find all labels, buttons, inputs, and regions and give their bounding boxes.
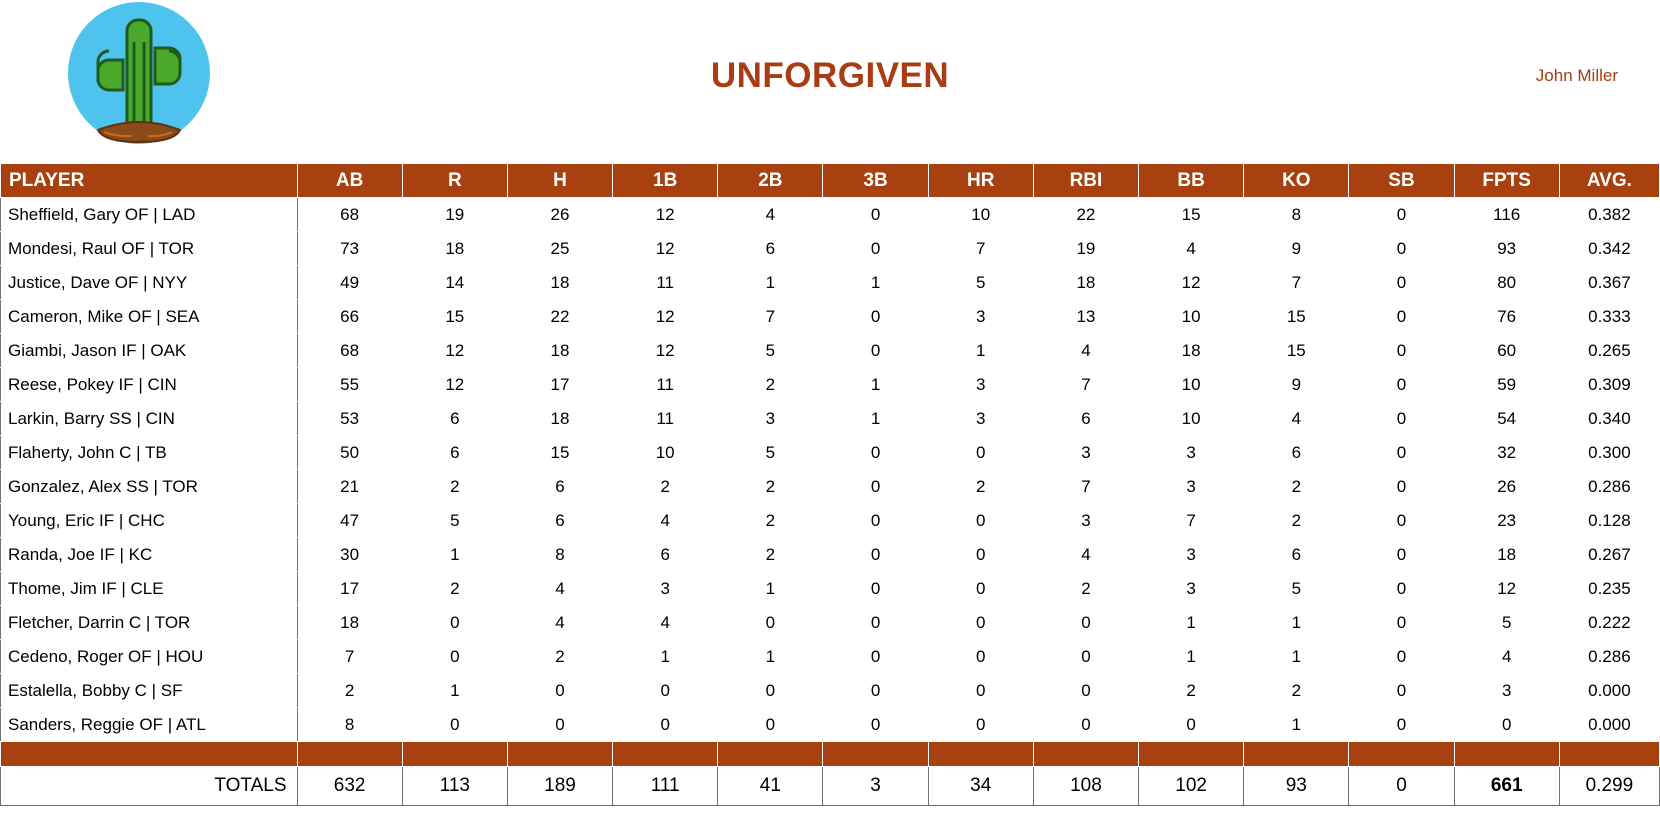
cell-player: Sanders, Reggie OF | ATL xyxy=(1,708,298,742)
cell-hr: 5 xyxy=(928,266,1033,300)
cell-avg: 0.265 xyxy=(1559,334,1659,368)
column-header-bb[interactable]: BB xyxy=(1139,164,1244,198)
cell-ab: 55 xyxy=(297,368,402,402)
cell-avg: 0.300 xyxy=(1559,436,1659,470)
separator-cell xyxy=(1559,742,1659,767)
cell-fpts: 93 xyxy=(1454,232,1559,266)
cell-r: 12 xyxy=(402,368,507,402)
cell-ko: 9 xyxy=(1244,368,1349,402)
totals-row xyxy=(1,767,1660,806)
cell-3b: 0 xyxy=(823,674,928,708)
separator-cell xyxy=(613,742,718,767)
separator-cell xyxy=(928,742,1033,767)
cell-2b: 0 xyxy=(718,674,823,708)
cell-rbi: 18 xyxy=(1033,266,1138,300)
cell-h: 4 xyxy=(507,606,612,640)
cell-h: 0 xyxy=(507,708,612,742)
table-row[interactable] xyxy=(1,572,1660,606)
separator-cell xyxy=(1349,742,1454,767)
separator-cell xyxy=(718,742,823,767)
cell-sb: 0 xyxy=(1349,504,1454,538)
column-header-fpts[interactable]: FPTS xyxy=(1454,164,1559,198)
cell-rbi: 7 xyxy=(1033,368,1138,402)
separator-cell xyxy=(1033,742,1138,767)
cell-h: 2 xyxy=(507,640,612,674)
cell-ko: 1 xyxy=(1244,606,1349,640)
cell-1b: 4 xyxy=(613,504,718,538)
cell-sb: 0 xyxy=(1349,266,1454,300)
cell-sb: 0 xyxy=(1349,640,1454,674)
column-header-ab[interactable]: AB xyxy=(297,164,402,198)
cell-3b: 0 xyxy=(823,640,928,674)
cell-3b: 0 xyxy=(823,504,928,538)
cell-h: 0 xyxy=(507,674,612,708)
cell-bb: 2 xyxy=(1139,674,1244,708)
cell-player: Estalella, Bobby C | SF xyxy=(1,674,298,708)
cell-avg: 0.333 xyxy=(1559,300,1659,334)
cell-2b: 1 xyxy=(718,266,823,300)
column-header-player[interactable]: PLAYER xyxy=(1,164,298,198)
cell-ko: 15 xyxy=(1244,334,1349,368)
cell-1b: 12 xyxy=(613,334,718,368)
cell-h: 6 xyxy=(507,504,612,538)
cell-3b: 0 xyxy=(823,436,928,470)
cell-h: 18 xyxy=(507,266,612,300)
cell-hr: 10 xyxy=(928,198,1033,232)
cell-h: 8 xyxy=(507,538,612,572)
cell-avg: 0.340 xyxy=(1559,402,1659,436)
cell-3b: 0 xyxy=(823,334,928,368)
cell-bb: 3 xyxy=(1139,470,1244,504)
cell-fpts: 0 xyxy=(1454,708,1559,742)
cell-r: 2 xyxy=(402,470,507,504)
team-owner-label: John Miller xyxy=(1535,66,1618,85)
cell-ko: 2 xyxy=(1244,504,1349,538)
cell-ab: 8 xyxy=(297,708,402,742)
separator-cell xyxy=(1139,742,1244,767)
cell-h: 25 xyxy=(507,232,612,266)
cell-fpts: 23 xyxy=(1454,504,1559,538)
cell-2b: 4 xyxy=(718,198,823,232)
separator-cell xyxy=(823,742,928,767)
cell-sb: 0 xyxy=(1349,708,1454,742)
cell-bb: 7 xyxy=(1139,504,1244,538)
column-header-r[interactable]: R xyxy=(402,164,507,198)
totals-r: 113 xyxy=(402,767,507,806)
cell-bb: 3 xyxy=(1139,436,1244,470)
cell-3b: 0 xyxy=(823,470,928,504)
table-header-row xyxy=(1,164,1660,198)
cell-ab: 68 xyxy=(297,334,402,368)
cell-avg: 0.000 xyxy=(1559,708,1659,742)
cell-rbi: 22 xyxy=(1033,198,1138,232)
cell-hr: 0 xyxy=(928,674,1033,708)
cell-r: 6 xyxy=(402,436,507,470)
cell-player: Mondesi, Raul OF | TOR xyxy=(1,232,298,266)
cell-bb: 10 xyxy=(1139,300,1244,334)
cell-2b: 1 xyxy=(718,572,823,606)
column-header-3b[interactable]: 3B xyxy=(823,164,928,198)
cell-r: 15 xyxy=(402,300,507,334)
cell-r: 0 xyxy=(402,606,507,640)
cell-ab: 21 xyxy=(297,470,402,504)
cell-sb: 0 xyxy=(1349,368,1454,402)
separator-cell xyxy=(297,742,402,767)
cell-rbi: 4 xyxy=(1033,538,1138,572)
cell-2b: 5 xyxy=(718,334,823,368)
cell-3b: 0 xyxy=(823,606,928,640)
cell-rbi: 3 xyxy=(1033,436,1138,470)
page-title: UNFORGIVEN xyxy=(710,56,950,95)
cell-fpts: 32 xyxy=(1454,436,1559,470)
cell-h: 18 xyxy=(507,334,612,368)
cell-ko: 1 xyxy=(1244,640,1349,674)
table-row[interactable] xyxy=(1,708,1660,742)
cell-2b: 6 xyxy=(718,232,823,266)
cell-bb: 3 xyxy=(1139,572,1244,606)
cell-ab: 2 xyxy=(297,674,402,708)
totals-sb: 0 xyxy=(1349,767,1454,806)
cell-h: 6 xyxy=(507,470,612,504)
cell-fpts: 80 xyxy=(1454,266,1559,300)
cell-r: 18 xyxy=(402,232,507,266)
cell-bb: 4 xyxy=(1139,232,1244,266)
table-row[interactable] xyxy=(1,266,1660,300)
cell-hr: 0 xyxy=(928,606,1033,640)
totals-fpts: 661 xyxy=(1454,767,1559,806)
table-row[interactable] xyxy=(1,402,1660,436)
separator-row xyxy=(1,742,1660,767)
cell-fpts: 59 xyxy=(1454,368,1559,402)
cell-bb: 18 xyxy=(1139,334,1244,368)
cell-ab: 7 xyxy=(297,640,402,674)
cell-ko: 2 xyxy=(1244,674,1349,708)
table-row[interactable] xyxy=(1,300,1660,334)
cell-r: 5 xyxy=(402,504,507,538)
cell-player: Thome, Jim IF | CLE xyxy=(1,572,298,606)
cell-2b: 1 xyxy=(718,640,823,674)
totals-3b: 3 xyxy=(823,767,928,806)
cell-r: 14 xyxy=(402,266,507,300)
cell-sb: 0 xyxy=(1349,572,1454,606)
cell-player: Gonzalez, Alex SS | TOR xyxy=(1,470,298,504)
cell-h: 26 xyxy=(507,198,612,232)
cell-hr: 2 xyxy=(928,470,1033,504)
cell-rbi: 13 xyxy=(1033,300,1138,334)
cell-player: Larkin, Barry SS | CIN xyxy=(1,402,298,436)
column-header-avg[interactable]: AVG. xyxy=(1559,164,1659,198)
cell-hr: 3 xyxy=(928,368,1033,402)
cell-bb: 1 xyxy=(1139,640,1244,674)
cell-1b: 11 xyxy=(613,402,718,436)
cell-1b: 3 xyxy=(613,572,718,606)
cell-hr: 3 xyxy=(928,402,1033,436)
cell-avg: 0.367 xyxy=(1559,266,1659,300)
cell-rbi: 4 xyxy=(1033,334,1138,368)
cell-player: Flaherty, John C | TB xyxy=(1,436,298,470)
cell-player: Cameron, Mike OF | SEA xyxy=(1,300,298,334)
column-header-h[interactable]: H xyxy=(507,164,612,198)
cell-ko: 2 xyxy=(1244,470,1349,504)
cell-hr: 0 xyxy=(928,436,1033,470)
separator-cell xyxy=(1,742,298,767)
cell-hr: 7 xyxy=(928,232,1033,266)
cell-h: 17 xyxy=(507,368,612,402)
cell-player: Cedeno, Roger OF | HOU xyxy=(1,640,298,674)
cell-ab: 50 xyxy=(297,436,402,470)
cell-ab: 53 xyxy=(297,402,402,436)
cell-r: 1 xyxy=(402,538,507,572)
cell-1b: 0 xyxy=(613,708,718,742)
totals-1b: 111 xyxy=(613,767,718,806)
cell-r: 0 xyxy=(402,640,507,674)
cell-sb: 0 xyxy=(1349,300,1454,334)
cell-ab: 18 xyxy=(297,606,402,640)
cell-bb: 0 xyxy=(1139,708,1244,742)
table-row[interactable] xyxy=(1,470,1660,504)
cell-fpts: 18 xyxy=(1454,538,1559,572)
column-header-sb[interactable]: SB xyxy=(1349,164,1454,198)
cell-ko: 6 xyxy=(1244,538,1349,572)
cell-avg: 0.000 xyxy=(1559,674,1659,708)
cell-fpts: 4 xyxy=(1454,640,1559,674)
cell-ko: 6 xyxy=(1244,436,1349,470)
cell-sb: 0 xyxy=(1349,198,1454,232)
cell-fpts: 60 xyxy=(1454,334,1559,368)
table-body xyxy=(1,198,1660,806)
cell-3b: 1 xyxy=(823,402,928,436)
cell-ab: 30 xyxy=(297,538,402,572)
cell-fpts: 5 xyxy=(1454,606,1559,640)
cell-player: Sheffield, Gary OF | LAD xyxy=(1,198,298,232)
cell-sb: 0 xyxy=(1349,334,1454,368)
cell-rbi: 19 xyxy=(1033,232,1138,266)
cell-player: Young, Eric IF | CHC xyxy=(1,504,298,538)
cell-ab: 49 xyxy=(297,266,402,300)
cell-rbi: 2 xyxy=(1033,572,1138,606)
cell-ko: 8 xyxy=(1244,198,1349,232)
table-row[interactable] xyxy=(1,674,1660,708)
cell-3b: 1 xyxy=(823,266,928,300)
table-row[interactable] xyxy=(1,232,1660,266)
cell-hr: 1 xyxy=(928,334,1033,368)
cell-fpts: 116 xyxy=(1454,198,1559,232)
cell-1b: 11 xyxy=(613,368,718,402)
cell-h: 15 xyxy=(507,436,612,470)
cell-hr: 0 xyxy=(928,538,1033,572)
cell-avg: 0.342 xyxy=(1559,232,1659,266)
cell-2b: 0 xyxy=(718,606,823,640)
cell-avg: 0.128 xyxy=(1559,504,1659,538)
separator-cell xyxy=(1244,742,1349,767)
cell-rbi: 0 xyxy=(1033,674,1138,708)
cell-1b: 12 xyxy=(613,232,718,266)
cell-sb: 0 xyxy=(1349,538,1454,572)
cell-rbi: 6 xyxy=(1033,402,1138,436)
cell-2b: 7 xyxy=(718,300,823,334)
cell-3b: 0 xyxy=(823,538,928,572)
cell-player: Fletcher, Darrin C | TOR xyxy=(1,606,298,640)
cell-ab: 73 xyxy=(297,232,402,266)
cell-r: 6 xyxy=(402,402,507,436)
cell-r: 1 xyxy=(402,674,507,708)
cell-hr: 3 xyxy=(928,300,1033,334)
cell-2b: 2 xyxy=(718,504,823,538)
cell-bb: 15 xyxy=(1139,198,1244,232)
cell-bb: 1 xyxy=(1139,606,1244,640)
cell-ab: 66 xyxy=(297,300,402,334)
cell-sb: 0 xyxy=(1349,436,1454,470)
cell-fpts: 3 xyxy=(1454,674,1559,708)
table-row[interactable] xyxy=(1,368,1660,402)
cell-r: 19 xyxy=(402,198,507,232)
cell-3b: 1 xyxy=(823,368,928,402)
table-row[interactable] xyxy=(1,334,1660,368)
table-row[interactable] xyxy=(1,504,1660,538)
totals-ko: 93 xyxy=(1244,767,1349,806)
cell-2b: 0 xyxy=(718,708,823,742)
cell-1b: 2 xyxy=(613,470,718,504)
cell-ko: 1 xyxy=(1244,708,1349,742)
cell-fpts: 26 xyxy=(1454,470,1559,504)
cell-player: Randa, Joe IF | KC xyxy=(1,538,298,572)
cell-player: Reese, Pokey IF | CIN xyxy=(1,368,298,402)
table-row[interactable] xyxy=(1,436,1660,470)
cell-hr: 0 xyxy=(928,708,1033,742)
cell-player: Giambi, Jason IF | OAK xyxy=(1,334,298,368)
cell-1b: 6 xyxy=(613,538,718,572)
cell-1b: 12 xyxy=(613,198,718,232)
cell-avg: 0.286 xyxy=(1559,640,1659,674)
totals-bb: 102 xyxy=(1139,767,1244,806)
column-header-rbi[interactable]: RBI xyxy=(1033,164,1138,198)
cell-3b: 0 xyxy=(823,198,928,232)
cell-1b: 10 xyxy=(613,436,718,470)
table-row[interactable] xyxy=(1,606,1660,640)
totals-avg: 0.299 xyxy=(1559,767,1659,806)
cell-3b: 0 xyxy=(823,572,928,606)
column-header-2b[interactable]: 2B xyxy=(718,164,823,198)
cell-sb: 0 xyxy=(1349,232,1454,266)
cell-ko: 4 xyxy=(1244,402,1349,436)
separator-cell xyxy=(1454,742,1559,767)
cell-2b: 3 xyxy=(718,402,823,436)
cell-bb: 10 xyxy=(1139,402,1244,436)
column-header-ko[interactable]: KO xyxy=(1244,164,1349,198)
cell-ab: 47 xyxy=(297,504,402,538)
cell-sb: 0 xyxy=(1349,606,1454,640)
table-row[interactable] xyxy=(1,538,1660,572)
cell-avg: 0.267 xyxy=(1559,538,1659,572)
cell-3b: 0 xyxy=(823,300,928,334)
cell-1b: 4 xyxy=(613,606,718,640)
separator-cell xyxy=(402,742,507,767)
table-row[interactable] xyxy=(1,198,1660,232)
cell-rbi: 0 xyxy=(1033,708,1138,742)
column-header-hr[interactable]: HR xyxy=(928,164,1033,198)
cell-1b: 1 xyxy=(613,640,718,674)
column-header-1b[interactable]: 1B xyxy=(613,164,718,198)
cell-hr: 0 xyxy=(928,640,1033,674)
cell-avg: 0.286 xyxy=(1559,470,1659,504)
table-row[interactable] xyxy=(1,640,1660,674)
cell-avg: 0.235 xyxy=(1559,572,1659,606)
cell-r: 12 xyxy=(402,334,507,368)
cell-h: 4 xyxy=(507,572,612,606)
totals-label: TOTALS xyxy=(1,767,298,806)
totals-2b: 41 xyxy=(718,767,823,806)
cell-r: 2 xyxy=(402,572,507,606)
cell-sb: 0 xyxy=(1349,470,1454,504)
cell-avg: 0.309 xyxy=(1559,368,1659,402)
cell-2b: 2 xyxy=(718,538,823,572)
cell-3b: 0 xyxy=(823,232,928,266)
cell-2b: 2 xyxy=(718,470,823,504)
separator-cell xyxy=(507,742,612,767)
cell-avg: 0.222 xyxy=(1559,606,1659,640)
cell-sb: 0 xyxy=(1349,674,1454,708)
cell-ab: 68 xyxy=(297,198,402,232)
cell-ko: 15 xyxy=(1244,300,1349,334)
cell-2b: 2 xyxy=(718,368,823,402)
cell-h: 18 xyxy=(507,402,612,436)
cell-player: Justice, Dave OF | NYY xyxy=(1,266,298,300)
cell-hr: 0 xyxy=(928,572,1033,606)
cell-rbi: 7 xyxy=(1033,470,1138,504)
cell-ko: 7 xyxy=(1244,266,1349,300)
cell-hr: 0 xyxy=(928,504,1033,538)
cell-bb: 3 xyxy=(1139,538,1244,572)
cell-ko: 9 xyxy=(1244,232,1349,266)
cell-rbi: 0 xyxy=(1033,606,1138,640)
cell-ko: 5 xyxy=(1244,572,1349,606)
cell-3b: 0 xyxy=(823,708,928,742)
totals-rbi: 108 xyxy=(1033,767,1138,806)
cell-rbi: 0 xyxy=(1033,640,1138,674)
cell-2b: 5 xyxy=(718,436,823,470)
cell-fpts: 54 xyxy=(1454,402,1559,436)
cell-sb: 0 xyxy=(1349,402,1454,436)
player-stats-table xyxy=(0,163,1660,806)
cell-1b: 12 xyxy=(613,300,718,334)
page-header xyxy=(0,0,1660,163)
cell-rbi: 3 xyxy=(1033,504,1138,538)
cell-bb: 10 xyxy=(1139,368,1244,402)
cell-r: 0 xyxy=(402,708,507,742)
cell-fpts: 12 xyxy=(1454,572,1559,606)
totals-h: 189 xyxy=(507,767,612,806)
cell-fpts: 76 xyxy=(1454,300,1559,334)
cell-ab: 17 xyxy=(297,572,402,606)
cell-h: 22 xyxy=(507,300,612,334)
totals-ab: 632 xyxy=(297,767,402,806)
totals-hr: 34 xyxy=(928,767,1033,806)
cell-avg: 0.382 xyxy=(1559,198,1659,232)
cell-bb: 12 xyxy=(1139,266,1244,300)
cell-1b: 11 xyxy=(613,266,718,300)
cell-1b: 0 xyxy=(613,674,718,708)
